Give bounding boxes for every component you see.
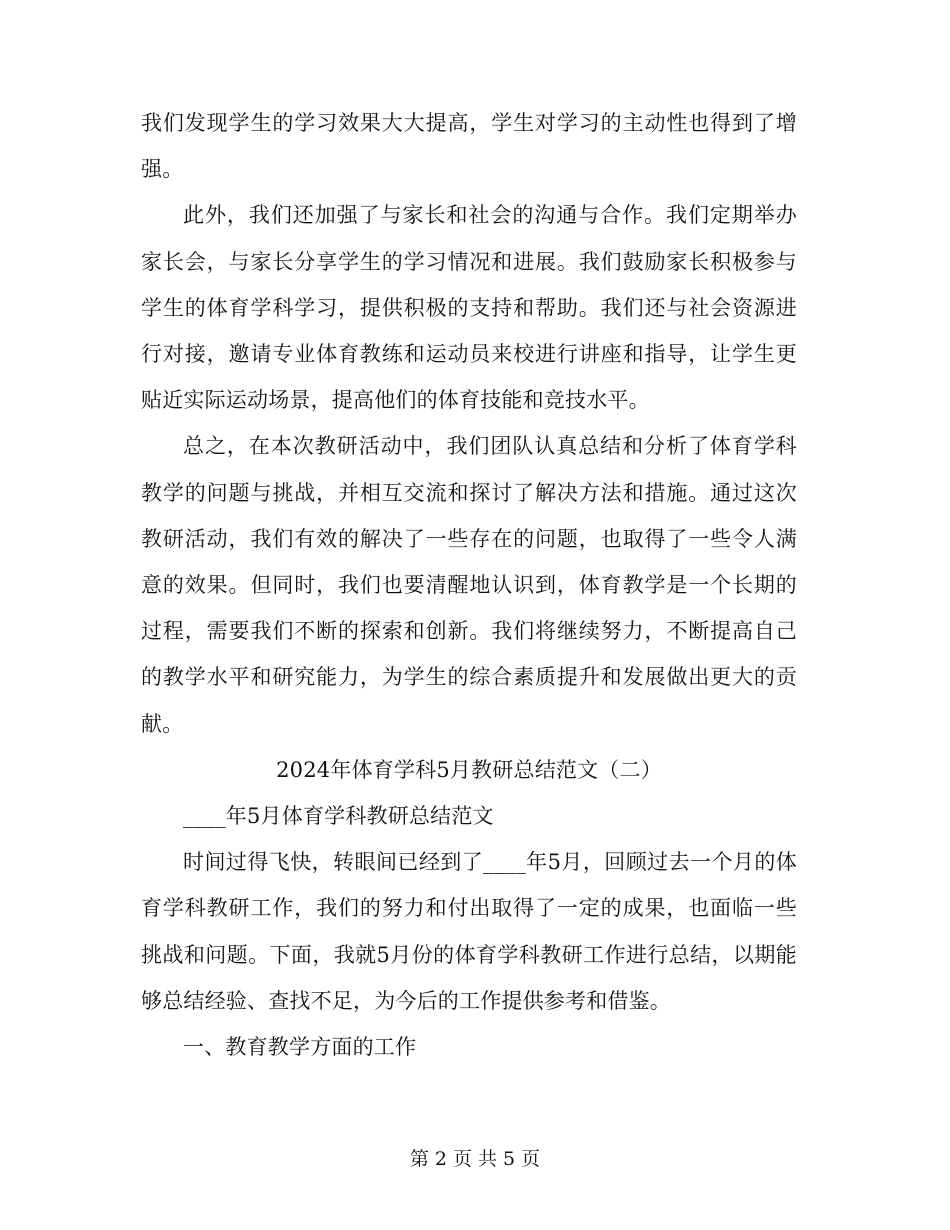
paragraph-cooperation: 此外，我们还加强了与家长和社会的沟通与合作。我们定期举办家长会，与家长分享学生的学习情况和进展。我们鼓励家长积极参与学生的体育学科学习，提供积极的支持和帮助。我们还与社会资源进行对接，邀请专业体育教练和运动员来校进行讲座和指导，让学生更贴近实际运动场景，提高他们的体育技能和竞技水平。 xyxy=(141,203,797,413)
section-title: 2024年体育学科5月教研总结范文（二） xyxy=(276,757,662,782)
section-heading: 一、教育教学方面的工作 xyxy=(183,1035,417,1060)
paragraph-intro: 时间过得飞快，转眼间已经到了____年5月，回顾过去一个月的体育学科教研工作，我们的努力和付出取得了一定的成果，也面临一些挑战和问题。下面，我就5月份的体育学科教研工作进行总结，以期能够总结经验、查找不足，为今后的工作提供参考和借鉴。 xyxy=(141,850,797,1013)
paragraph-conclusion: 总之，在本次教研活动中，我们团队认真总结和分析了体育学科教学的问题与挑战，并相互交流和探讨了解决方法和措施。通过这次教研活动，我们有效的解决了一些存在的问题，也取得了一些令人满意的效果。但同时，我们也要清醒地认识到，体育教学是一个长期的过程，需要我们不断的探索和创新。我们将继续努力，不断提高自己的教学水平和研究能力，为学生的综合素质提升和发展做出更大的贡献。 xyxy=(141,434,797,736)
page-footer: 第 2 页 共 5 页 xyxy=(409,1148,541,1170)
document-subtitle: ____年5月体育学科教研总结范文 xyxy=(183,804,494,829)
document-body xyxy=(141,100,797,1070)
paragraph-continuation: 我们发现学生的学习效果大大提高，学生对学习的主动性也得到了增强。 xyxy=(141,111,797,182)
